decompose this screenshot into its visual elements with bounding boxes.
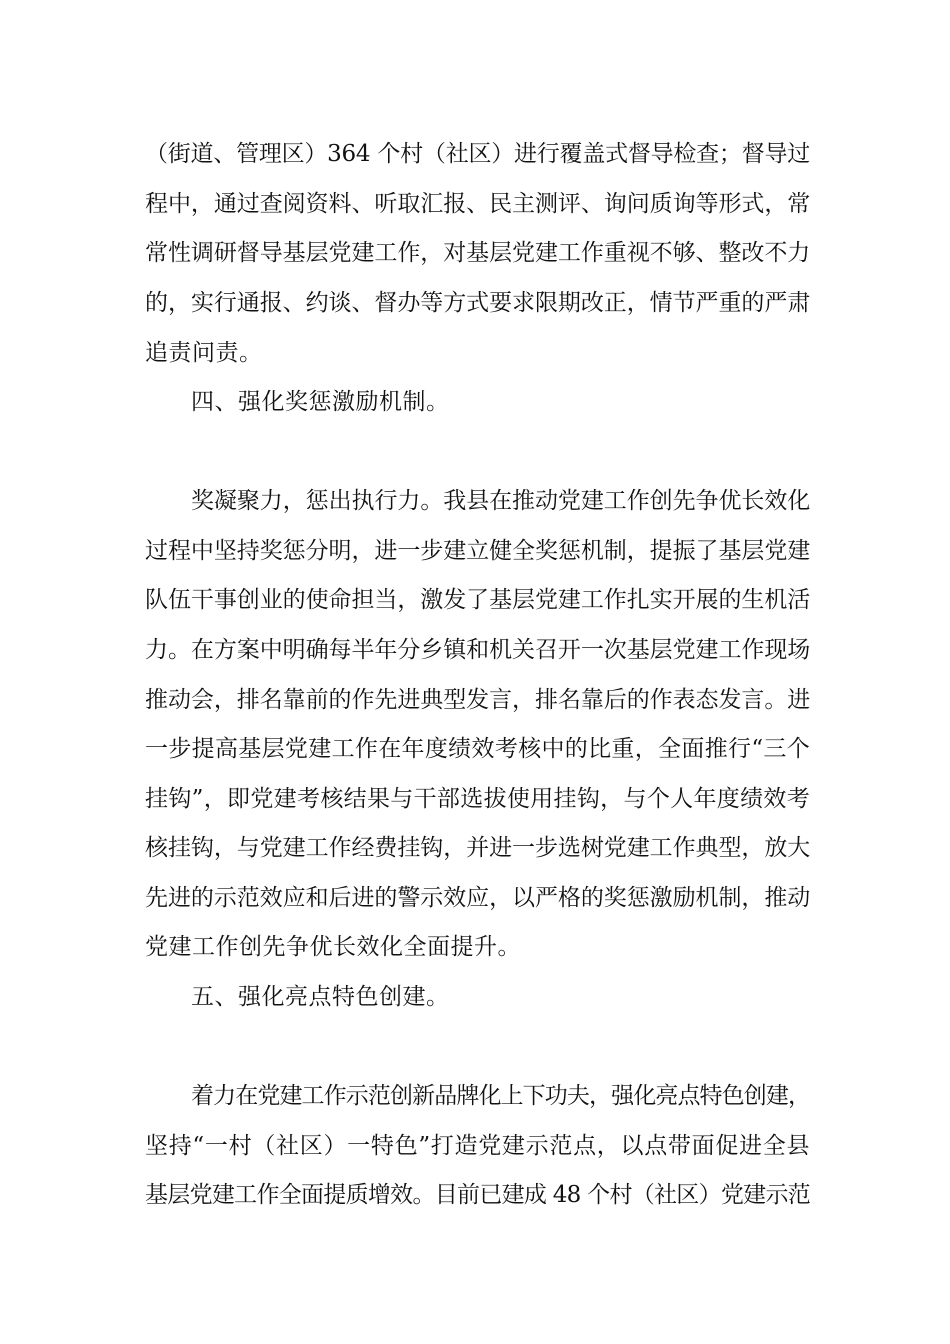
paragraph-line: （街道、管理区）364 个村（社区）进行覆盖式督导检查；督导过 [145,141,810,167]
paragraph-line: 的，实行通报、约谈、督办等方式要求限期改正，情节严重的严肃 [145,290,810,316]
paragraph-line: 奖凝聚力，惩出执行力。我县在推动党建工作创先争优长效化 [191,488,810,514]
paragraph-line: 过程中坚持奖惩分明，进一步建立健全奖惩机制，提振了基层党建 [145,538,810,564]
paragraph-line: 程中，通过查阅资料、听取汇报、民主测评、询问质询等形式，常 [145,191,810,217]
paragraph-line: 核挂钩，与党建工作经费挂钩，并进一步选树党建工作典型，放大 [145,835,810,861]
paragraph-line: 挂钩”，即党建考核结果与干部选拔使用挂钩，与个人年度绩效考 [145,786,810,812]
paragraph-line: 一步提高基层党建工作在年度绩效考核中的比重，全面推行“三个 [145,736,810,762]
paragraph-line: 推动会，排名靠前的作先进典型发言，排名靠后的作表态发言。进 [145,687,810,713]
paragraph-line: 坚持“一村（社区）一特色”打造党建示范点，以点带面促进全县 [145,1133,810,1159]
paragraph-line: 队伍干事创业的使命担当，激发了基层党建工作扎实开展的生机活 [145,587,810,613]
section-heading-5: 五、强化亮点特色创建。 [191,984,450,1010]
paragraph-line: 力。在方案中明确每半年分乡镇和机关召开一次基层党建工作现场 [145,637,810,663]
paragraph-line: 追责问责。 [145,340,263,366]
paragraph-line: 先进的示范效应和后进的警示效应，以严格的奖惩激励机制，推动 [145,885,810,911]
section-heading-4: 四、强化奖惩激励机制。 [191,389,450,415]
paragraph-line: 常性调研督导基层党建工作，对基层党建工作重视不够、整改不力 [145,240,810,266]
paragraph-line: 党建工作创先争优长效化全面提升。 [145,934,521,960]
paragraph-line: 着力在党建工作示范创新品牌化上下功夫，强化亮点特色创建， [191,1083,810,1109]
paragraph-line: 基层党建工作全面提质增效。目前已建成 48 个村（社区）党建示范 [145,1182,810,1208]
